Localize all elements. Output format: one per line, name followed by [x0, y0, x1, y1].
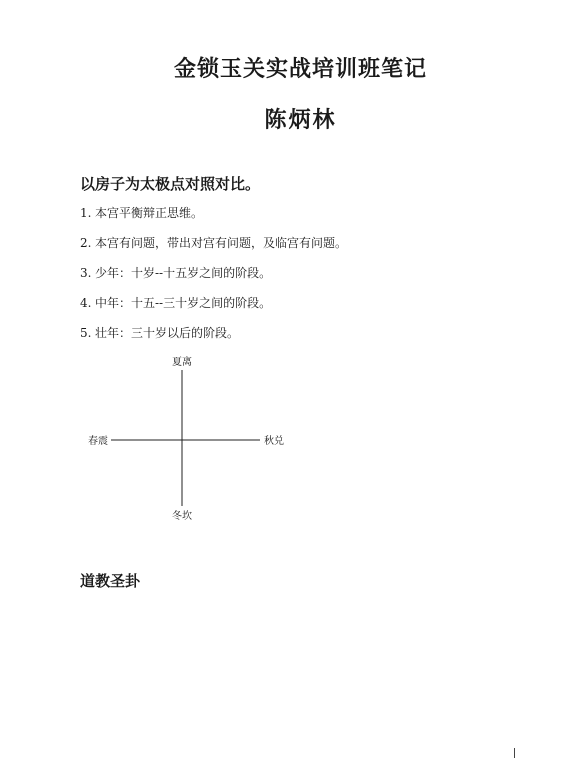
direction-label-east: 秋兑: [264, 436, 284, 447]
direction-label-west: 春震: [88, 436, 108, 447]
list-item-number: 5.: [80, 326, 92, 340]
list-item-number: 2.: [80, 236, 92, 250]
section-heading-taiji: 以房子为太极点对照对比。: [80, 175, 261, 193]
list-item-text: 少年：十岁--十五岁之间的阶段。: [95, 266, 272, 280]
document-author: 陈炳林: [264, 108, 337, 133]
list-item-number: 3.: [80, 266, 92, 280]
list-item-number: 1.: [80, 206, 92, 220]
list-item-text: 本宫平衡辩正思维。: [95, 206, 204, 220]
direction-label-north: 夏离: [172, 357, 192, 368]
direction-label-south: 冬坎: [172, 511, 192, 522]
section-heading-shenggua: 道教圣卦: [80, 572, 141, 590]
list-item-text: 壮年：三十岁以后的阶段。: [95, 326, 240, 340]
list-item-text: 中年：十五--三十岁之间的阶段。: [95, 296, 272, 310]
list-item-number: 4.: [80, 296, 92, 310]
list-item-text: 本宫有问题，带出对宫有问题，及临宫有问题。: [95, 236, 348, 250]
document-title: 金锁玉关实战培训班笔记: [173, 57, 427, 82]
page-edge-mark: [514, 748, 515, 758]
